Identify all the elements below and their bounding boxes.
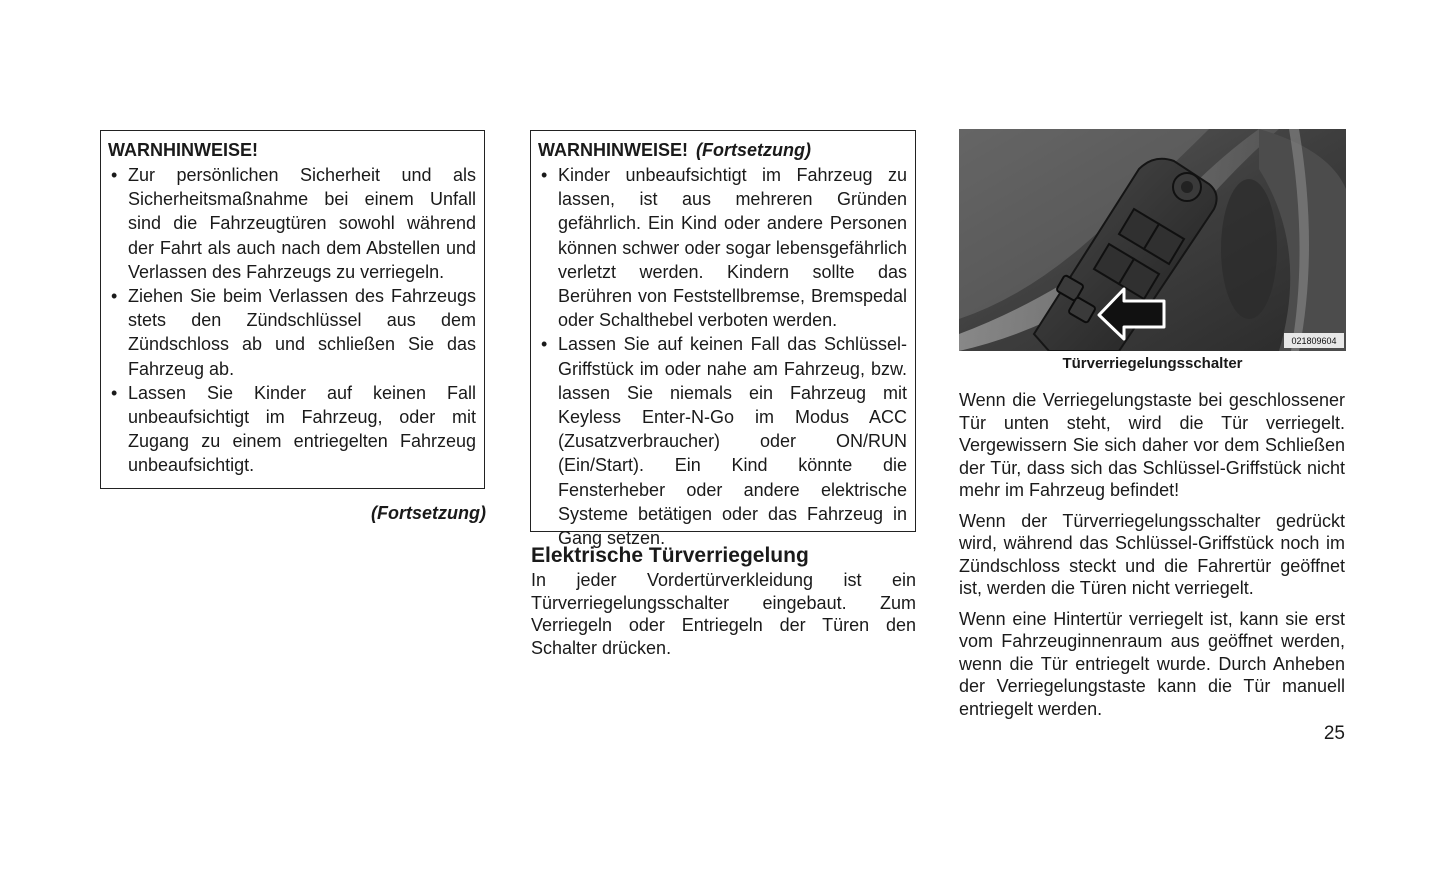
- section-paragraph: In jeder Vordertürverkleidung ist ein Türverriegelungsschalter eingebaut. Zum Verriegeln oder Entriegeln der Türen den Schalter drücken.: [531, 570, 916, 658]
- body-paragraph: Wenn der Türverriegelungsschalter gedrückt wird, während das Schlüssel-Griffstück noch im Zündschloss steckt und die Fahrertür geöffnet ist, werden die Türen nicht verriegelt.: [959, 510, 1345, 598]
- warning-heading-text: WARNHINWEISE!: [538, 140, 688, 160]
- warning-box-continued: [530, 130, 916, 549]
- figure-caption: Türverriegelungsschalter: [1062, 355, 1243, 372]
- door-lock-switch-figure: [959, 129, 1346, 351]
- warning-heading-suffix: (Fortsetzung): [696, 140, 811, 160]
- right-column: [959, 389, 1345, 728]
- warning-box-left: [100, 130, 485, 489]
- warning-heading: WARNHINWEISE!: [108, 140, 258, 160]
- section-title: Elektrische Türverriegelung: [531, 544, 809, 567]
- door-panel-illustration: [959, 129, 1346, 351]
- body-paragraph: Wenn eine Hintertür verriegelt ist, kann sie erst vom Fahrzeuginnenraum aus geöffnet werden, wenn die Tür entriegelt wurde. Durch Anheben der Verriegelungstaste kann die Tür manuell entriegelt werden.: [959, 608, 1345, 719]
- warning-item: • Lassen Sie auf keinen Fall das Schlüssel-Griffstück im oder nahe am Fahrzeug, bzw. lassen Sie niemals ein Fahrzeug mit Keyless Enter-N-Go im Modus ACC (Zusatzverbraucher) oder ON/RUN (Ein/Start). Ein Kind könnte die Fensterheber oder andere elektrische Systeme betätigen oder das Fahrzeug in Gang setzen.: [538, 332, 907, 550]
- warning-item: • Kinder unbeaufsichtigt im Fahrzeug zu lassen, ist aus mehreren Gründen gefährlich. Ein Kind oder andere Personen können schwer oder sogar lebensgefährlich verletzt werden. Kindern sollte das Berühren von Feststellbremse, Bremspedal oder Schalthebel verboten werden.: [538, 163, 907, 332]
- body-paragraph: Wenn die Verriegelungstaste bei geschlossener Tür unten steht, wird die Tür verriegelt. Vergewissern Sie sich daher vor dem Schließen der Tür, dass sich das Schlüssel-Griffstück nicht mehr im Fahrzeug befindet!: [959, 390, 1345, 500]
- warning-list: [108, 163, 476, 478]
- warning-item: • Ziehen Sie beim Verlassen des Fahrzeugs stets den Zündschlüssel aus dem Zündschloss ab und schließen Sie das Fahrzeug ab.: [108, 284, 476, 381]
- warning-item: • Lassen Sie Kinder auf keinen Fall unbeaufsichtigt im Fahrzeug, oder mit Zugang zu einem entriegelten Fahrzeug unbeaufsichtigt.: [108, 381, 476, 478]
- page-number: 25: [1323, 723, 1345, 744]
- continuation-note: (Fortsetzung): [371, 503, 486, 523]
- warning-item: • Zur persönlichen Sicherheit und als Sicherheitsmaßnahme bei einem Unfall sind die Fahrzeugtüren sowohl während der Fahrt als auch nach dem Abstellen und Verlassen des Fahrzeugs zu verriegeln.: [108, 163, 476, 284]
- figure-code: 021809604: [1291, 336, 1337, 346]
- warning-list: [538, 163, 907, 550]
- section-body: [531, 569, 916, 659]
- warning-heading-continued: [538, 139, 907, 161]
